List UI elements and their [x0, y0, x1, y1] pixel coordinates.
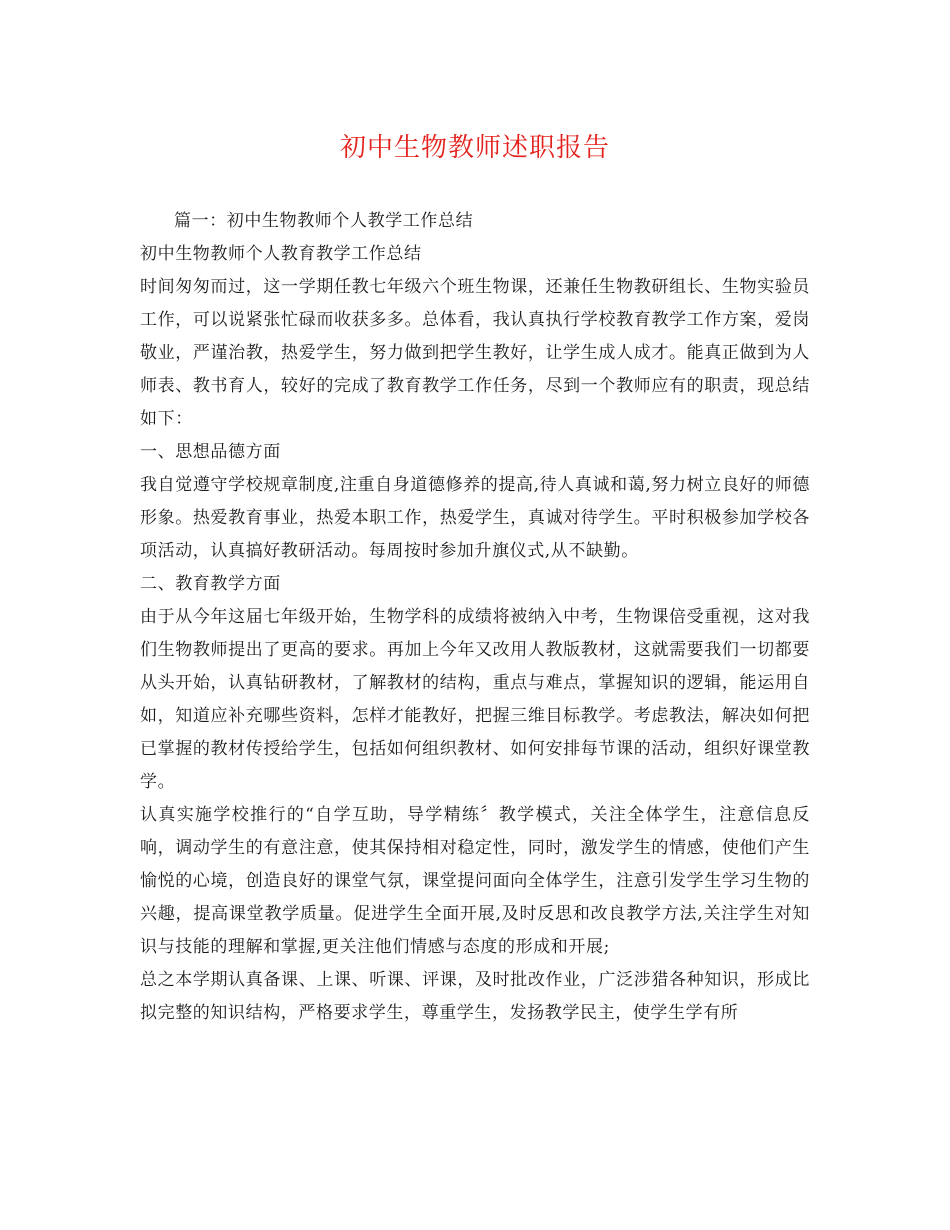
- opening-paragraph: 时间匆匆而过，这一学期任教七年级六个班生物课，还兼任生物教研组长、生物实验员工作，可以说紧张忙碌而收获多多。总体看，我认真执行学校教育教学工作方案，爱岗敬业，严谨治教，热爱学生，努力做到把学生教好，让学生成人成才。能真正做到为人师表、教书育人，较好的完成了教育教学工作任务，尽到一个教师应有的职责，现总结如下：: [140, 277, 810, 429]
- subtitle-line: 初中生物教师个人教育教学工作总结: [140, 244, 422, 264]
- teaching-paragraph-1: 由于从今年这届七年级开始，生物学科的成绩将被纳入中考，生物课倍受重视，这对我们生物教师提出了更高的要求。再加上今年又改用人教版教材，这就需要我们一切都要从头开始，认真钻研教材，了解教材的结构，重点与难点，掌握知识的逻辑，能运用自如，知道应补充哪些资料，怎样才能教好，把握三维目标教学。考虑教法，解决如何把已掌握的教材传授给学生，包括如何组织教材、如何安排每节课的活动，组织好课堂教学。: [140, 607, 810, 792]
- section-intro-line: 篇一：初中生物教师个人教学工作总结: [174, 211, 474, 231]
- section-heading-ethics: 一、思想品德方面: [140, 442, 281, 462]
- section-heading-teaching: 二、教育教学方面: [140, 574, 281, 594]
- document-body: [140, 205, 810, 1030]
- ethics-paragraph: 我自觉遵守学校规章制度,注重自身道德修养的提高,待人真诚和蔼,努力树立良好的师德形象。热爱教育事业，热爱本职工作，热爱学生，真诚对待学生。平时积极参加学校各项活动，认真搞好教研活动。每周按时参加升旗仪式,从不缺勤。: [140, 475, 810, 561]
- document-title: 初中生物教师述职报告: [339, 133, 610, 163]
- teaching-paragraph-2: 认真实施学校推行的“自学互助，导学精练〞教学模式，关注全体学生，注意信息反响，调动学生的有意注意，使其保持相对稳定性，同时，激发学生的情感，使他们产生愉悦的心境，创造良好的课堂气氛，课堂提问面向全体学生，注意引发学生学习生物的兴趣，提高课堂教学质量。促进学生全面开展,及时反思和改良教学方法,关注学生对知识与技能的理解和掌握,更关注他们情感与态度的形成和开展;: [140, 805, 810, 957]
- teaching-paragraph-3: 总之本学期认真备课、上课、听课、评课，及时批改作业，广泛涉猎各种知识，形成比拟完整的知识结构，严格要求学生，尊重学生，发扬教学民主，使学生学有所: [140, 970, 810, 1023]
